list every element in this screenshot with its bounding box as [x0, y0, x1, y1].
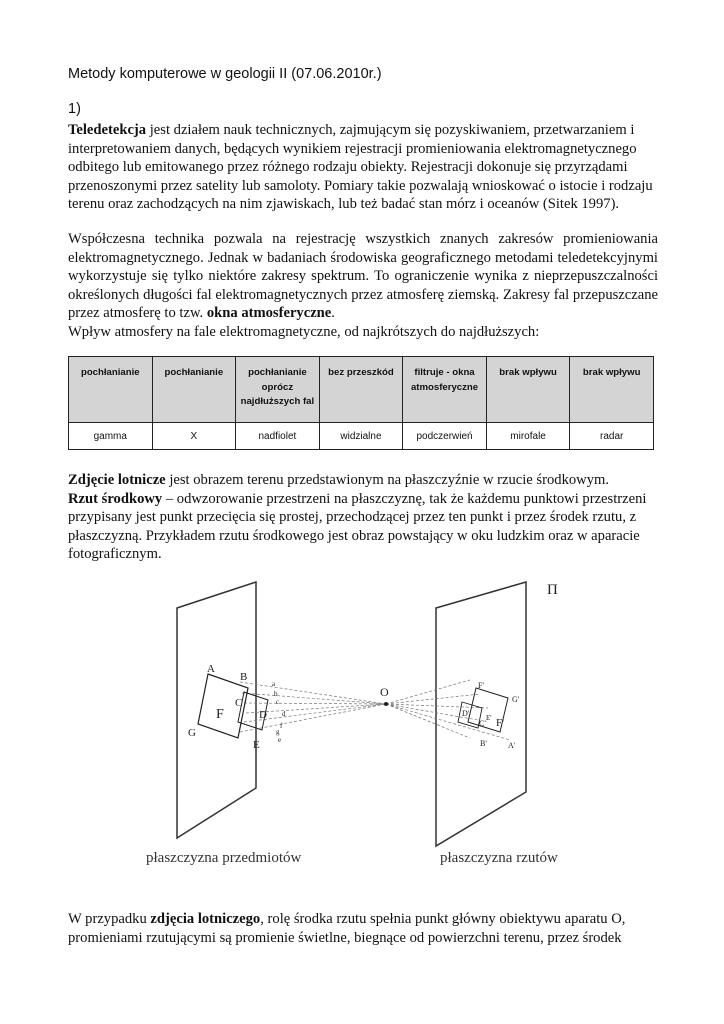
ray-label: d — [282, 710, 286, 718]
ray-label: e — [278, 736, 282, 744]
atmosphere-text: Współczesna technika pozwala na rejestrację wszystkich znanych zakresów promieniowania elektromagnetycznego. Jednak w badaniach środowiska geograficznego metodami teledetekcyjnymi wykorzystuje się tylko niektóre zakresy spektrum. To ograniczenie wynika z nieprzepuszczalności określonych długości fal elektromagnetycznych przez atmosferę ziemską. Zakresy fal przepuszczane przez atmosferę to tzw. — [68, 231, 658, 322]
table-header-cell: bez przeszkód — [319, 357, 403, 423]
document-header: Metody komputerowe w geologii II (07.06.2010r.) — [68, 66, 382, 82]
ray-label: a — [272, 680, 276, 688]
label-f-big-prime: F' — [496, 717, 505, 729]
paragraph-aerial-photo — [68, 910, 658, 947]
ray-label: b — [274, 690, 278, 698]
ray-label: g — [276, 728, 280, 736]
aerial-text-end: , rolę środka rzutu spełnia punkt główny obiektywu aparatu O, promieniami rzutującymi są promienie świetlne, biegnące od powierzchni terenu, przez środek — [68, 911, 626, 946]
label-f-prime: F' — [478, 681, 484, 690]
table-cell: widzialne — [319, 423, 403, 450]
table-cell: nadfiolet — [236, 423, 320, 450]
teledetekcja-text: jest działem nauk technicznych, zajmującym się pozyskiwaniem, przetwarzaniem i interpretowaniem danych, będących wynikiem rejestracji promieniowania elektromagnetycznego odbitego lub emitowanego przez różnego rodzaju obiekty. Rejestracji dokonuje się przyrządami przenoszonymi przez satelity lub samoloty. Pomiary takie pozwalają wnioskować o istocie i rodzaju terenu oraz zachodzących na nim zjawiskach, lub też badać stan mórz i oceanów (Sitek 1997). — [68, 122, 653, 213]
table-cell: X — [152, 423, 236, 450]
label-a-prime: A' — [508, 741, 516, 750]
table-cell: gamma — [69, 423, 153, 450]
label-e: E — [253, 739, 260, 751]
table-header-cell: brak wpływu — [570, 357, 654, 423]
label-d-prime: D' — [462, 709, 470, 718]
term-okna-atmosferyczne: okna atmosferyczne — [206, 305, 332, 322]
caption-projection-plane: płaszczyzna rzutów — [440, 850, 558, 866]
atmosphere-end: . — [331, 305, 335, 322]
table-cell: mirofale — [486, 423, 570, 450]
table-cell: radar — [570, 423, 654, 450]
table-header-cell: brak wpływu — [486, 357, 570, 423]
label-f: F — [216, 707, 224, 722]
table-header-cell: pochłanianie — [152, 357, 236, 423]
zdjecie-text: jest obrazem terenu przedstawionym na płaszczyźnie w rzucie środkowym. — [165, 472, 609, 488]
label-c: C — [235, 697, 243, 709]
table-header-cell: filtruje - okna atmosferyczne — [403, 357, 487, 423]
atmosphere-table — [68, 356, 654, 450]
label-e-prime: E' — [486, 714, 492, 722]
table-header-row — [69, 357, 654, 423]
table-header-cell: pochłanianie oprócz najdłuższych fal — [236, 357, 320, 423]
projection-center-point — [384, 702, 388, 706]
table-row — [69, 423, 654, 450]
center-label: O — [380, 685, 389, 699]
ray-label: f — [280, 722, 283, 730]
pi-label: Π — [547, 582, 558, 598]
label-c-prime: C' — [479, 719, 486, 728]
term-zdjecia-lotniczego: zdjęcia lotniczego — [150, 911, 261, 927]
paragraph-teledetekcja — [68, 121, 658, 214]
label-g-prime: G' — [512, 695, 520, 704]
term-zdjecie-lotnicze: Zdjęcie lotnicze — [68, 472, 166, 488]
label-g: G — [188, 727, 196, 739]
label-a: A — [207, 663, 215, 675]
projection-rays — [240, 680, 510, 740]
table-cell: podczerwień — [403, 423, 487, 450]
rzut-text: – odwzorowanie przestrzeni na płaszczyznę, tak że każdemu punktowi przestrzeni przypisany jest punkt przecięcia się prostej, przechodzącej przez ten punkt i przez środek rzutu, z płaszczyzną. Przykładem rzutu środkowego jest obraz powstający w oku ludzkim oraz w aparacie fotograficznym. — [68, 490, 647, 563]
label-b-prime: B' — [480, 739, 487, 748]
caption-object-plane: płaszczyzna przedmiotów — [146, 850, 302, 866]
table-header-cell: pochłanianie — [69, 357, 153, 423]
central-projection-figure — [140, 570, 580, 870]
label-b: B — [240, 671, 248, 683]
ray-label: c — [276, 698, 280, 706]
aerial-text-start: W przypadku — [68, 911, 151, 927]
label-d: D — [259, 709, 267, 721]
section-number: 1) — [68, 101, 81, 117]
atmosphere-line2: Wpływ atmosfery na fale elektromagnetyczne, od najkrótszych do najdłuższych: — [68, 323, 540, 340]
term-teledetekcja: Teledetekcja — [68, 122, 147, 138]
paragraph-central-projection — [68, 471, 658, 564]
paragraph-atmosphere — [68, 230, 658, 342]
term-rzut-srodkowy: Rzut środkowy — [68, 490, 163, 507]
